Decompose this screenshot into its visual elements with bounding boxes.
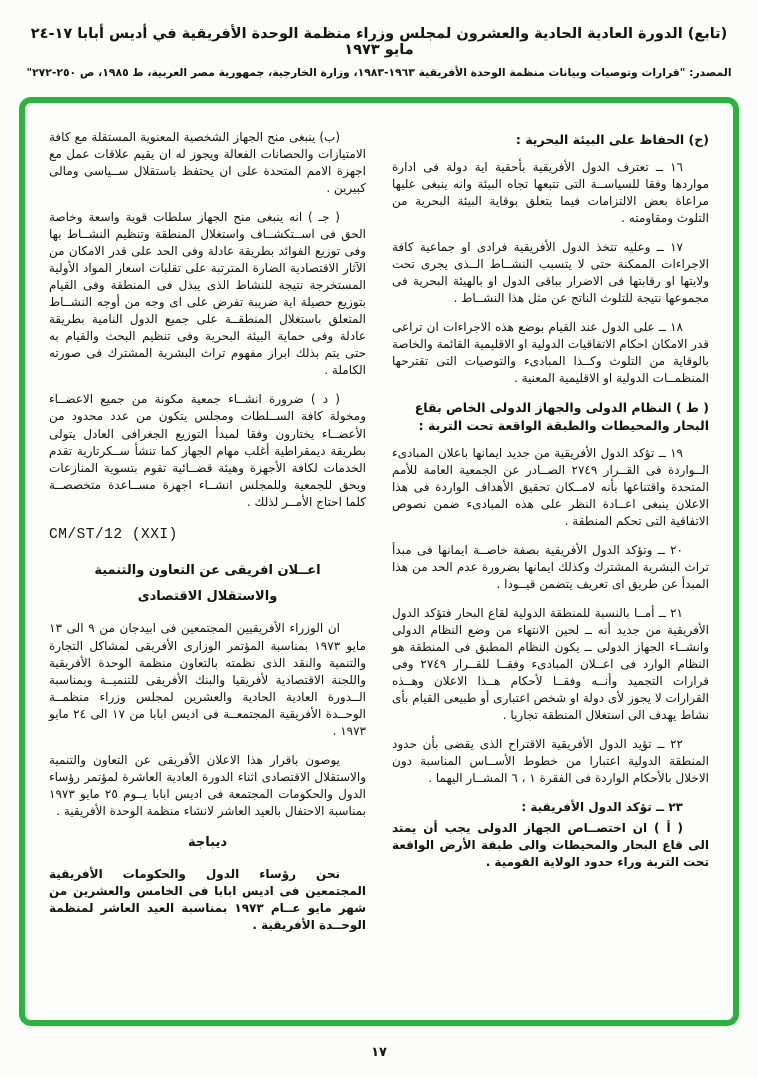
paragraph-recommendation: يوصون باقرار هذا الاعلان الأفريقى عن التعاون والتنمية والاستقلال الاقتصادى اثناء الدورة العادية العاشرة لمؤتمر رؤساء الدول والحكومات المجتمعة فى اديس ابابا يــوم ٢٥ مايو ١٩٧٣ بمناسبة الاحتفال بالعيد العاشر لانشاء منظمة الوحدة الأفريقية . <box>49 752 366 818</box>
preamble-heading: ديباجة <box>188 834 227 850</box>
paragraph-item-c: ( جـ ) انه ينبغى منح الجهاز سلطات قوية واسعة وخاصة الحق فى اســتكشــاف واستغلال المنطقة وتنظيم النشــاط بها وفى توزيع الفوائد بطريقة عادلة وفى الحد على قدر الامكان من الآثار الاقتصادية الضارة المترتبة على تقلبات اسعار المواد الأولية المستخرجة نتيجة للنشاط الذى يبذل فى المنطقة وفى القيام بتوزيع حصيلة اية ضريبة تفرض على اى وجه من أوجه النشــاط المتعلق باستغلال المنطقــة على جميع الدول النامية بطريقة عادلة وفى حماية البيئة البحرية وفى تنظيم البحث والقيام به حتى يتم بذلك ابراز مفهوم تراث البشرية المشترك فى صورته الكاملة . <box>49 210 366 378</box>
green-border-frame <box>19 97 739 1026</box>
paragraph-18: ١٨ ــ على الدول عند القيام بوضع هذه الاجراءات ان تراعى قدر الامكان احكام الاتفاقيات الدولية او الاقليمية القائمة والخاصة بالوقاية من التلوث وكــذا المبادىء والتوصيات التى تقترحها المنظمــات الدولية او الاقليمية المعنية . <box>392 320 709 386</box>
paragraph-item-d: ( د ) ضرورة انشــاء جمعية مكونة من جميع الاعضــاء ومخولة كافة الســلطات ومجلس يتكون من عدد محدود من الأعضــاء يختارون وفقا لمبدأ التوزيع الجغرافى العادل يتولى بطريقة ديمقراطية أغلب مهام الجهاز كما تنشأ ســكرتارية تقدم الخدمات لكافة الأجهزة وهيئة قضــائية تقوم بتسوية المنازعات ويحق للجمعية وللمجلس انشــاء اجهزة مســاعدة متخصصــة كلما احتاج الأمــر لذلك . <box>49 392 366 509</box>
document-reference-code: CM/ST/12 (XXI) <box>49 526 178 543</box>
paragraph-preamble: نحن رؤساء الدول والحكومات الأفريقية المجتمعين فى اديس ابابا فى الخامس والعشرين من شهر مايو عــام ١٩٧٣ بمناسبة العيد العاشر لمنظمة الوحــدة الأفريقية . <box>49 867 366 933</box>
paragraph-19: ١٩ ــ تؤكد الدول الأفريقية من جديد ايمانها باعلان المبادىء الــواردة فى القــرار ٢٧٤٩ الصــادر عن الجمعية العامة للأمم المتحدة واقتناعها بأنه لامــكان تحقيق الأهداف الواردة فى هذا الاعلان ينبغى اعــادة النظر على هذه المبادىء ضمن نصوص الاتفاقية التى تحكم المنطقة . <box>392 445 709 528</box>
column-left <box>49 129 366 1010</box>
paragraph-item-b: (ب) ينبغى منح الجهاز الشخصية المعنوية المستقلة مع كافة الامتيازات والحصانات الفعالة ويجوز له ان يقيم علاقات عمل مع اجهزة الامم المتحدة على ان يحتفظ باستقلال ســياسى ومالى كبيرين . <box>49 130 366 196</box>
column-right <box>392 129 709 1010</box>
paragraph-ministers-meeting: ان الوزراء الأفريقيين المجتمعين فى ابيدجان من ٩ الى ١٣ مايو ١٩٧٣ بمناسبة المؤتمر الوزارى الأفريقى لمشاكل التجارة والتنمية والنقد الذى نظمته بالتعاون منظمة الوحدة الأفريقية واللجنة الاقتصادية لأفريقيا والبنك الأفريقى للتنميــة وبمناسبة الــدورة العادية الحادية والعشرين لمجلس وزراء منظمــة الوحــدة الأفريقية المجتمعــة فى اديس ابابا من ١٧ الى ٢٤ مايو ١٩٧٣ . <box>49 621 367 738</box>
paragraph-23: ٢٣ ــ تؤكد الدول الأفريقية : <box>521 800 683 815</box>
page-number: ١٧ <box>371 1045 387 1060</box>
paragraph-20: ٢٠ ــ وتؤكد الدول الأفريقية بصفة خاصــة ايمانها فى مبدأ تراث البشرية المشترك وكذلك ايمانها بضرورة عدم الحد من هذا المبدأ عن طريق اى تعريف يتضمن قيــودا . <box>392 542 709 591</box>
paragraph-17: ١٧ ــ وعليه تتخذ الدول الأفريقية فرادى او جماعية كافة الاجراءات الممكنة حتى لا يتسبب النشــاط الــذى يجرى تحت ولايتها او رقابتها فى الاضرار بباقى الدول او بالهيئة البحرية فى مجموعها نتيجة للتلوث الناتج عن مثل هذا النشــاط . <box>392 239 709 305</box>
declaration-heading-line1: اعــلان افريقى عن التعاون والتنمية <box>94 563 321 579</box>
section-heading-seabed-regime: ( ط ) النظام الدولى والجهاز الدولى الخاص بقاع البحار والمحيطات والطبقة الواقعة تحت التربة : <box>414 400 709 433</box>
header-source-line: المصدر: "قرارات وتوصيات وبيانات منظمة الوحدة الأفريقية ١٩٦٣-١٩٨٣، وزارة الخارجية، جمهورية مصر العربية، ط ١٩٨٥، ص ٢٥٠-٢٧٢" <box>26 66 732 79</box>
paragraph-16: ١٦ ــ تعترف الدول الأفريقية بأحقية اية دولة فى ادارة مواردها وفقا للسياســة التى تتبعها تجاه البيئة وانه ينبغى عليها مراعاة بعض الالتزامات فيما يتعلق بوقاية البيئة البحرية من التلوث ومقاومته . <box>392 159 709 225</box>
header-session-title: (تابع) الدورة العادية الحادية والعشرون لمجلس وزراء منظمة الوحدة الأفريقية في أديس أبابا ١٧-٢٤ مايو ١٩٧٣ <box>30 26 728 58</box>
paragraph-22: ٢٢ ــ تؤيد الدول الأفريقية الاقتراح الذى يقضى بأن حدود المنطقة الدولية اعتبارا من خطوط الأســاس المناسبة دون الاخلال بالأحكام الواردة فى الفقرة ١ ، ٦ المشــار اليهما . <box>392 737 709 786</box>
section-heading-marine-environment: (ح) الحفاظ على البيئة البحرية : <box>515 132 709 147</box>
two-column-body <box>25 103 733 1020</box>
paragraph-21: ٢١ ــ أمــا بالنسبة للمنطقة الدولية لقاع البحار فتؤكد الدول الأفريقية من جديد أنه ــ لحين الانتهاء من وضع النظام الدولى وانشــاء الجهاز الدولى ــ يكون النظام المطبق فى المنطقة هو النظام الوارد فى اعــلان المبادىء وفقــا للقــرار ٢٧٤٩ وفى قرارات التجميد وأنــه وفقــا لأحكام هــذا الاعلان وهــذه القرارات لا يجوز لأى دولة او شخص اعتبارى أو طبيعى القيام بأى نشاط يهدف الى استغلال المنطقة تجاريا . <box>392 605 709 723</box>
paragraph-23-a: ( أ ) ان اختصــاص الجهاز الدولى يجب أن يمتد الى قاع البحار والمحيطات والى طبقة الأرض الواقعة تحت التربة وراء حدود الولاية القومية . <box>392 821 709 870</box>
page-header <box>20 26 738 79</box>
declaration-heading-line2: والاستقلال الاقتصادى <box>137 589 278 605</box>
